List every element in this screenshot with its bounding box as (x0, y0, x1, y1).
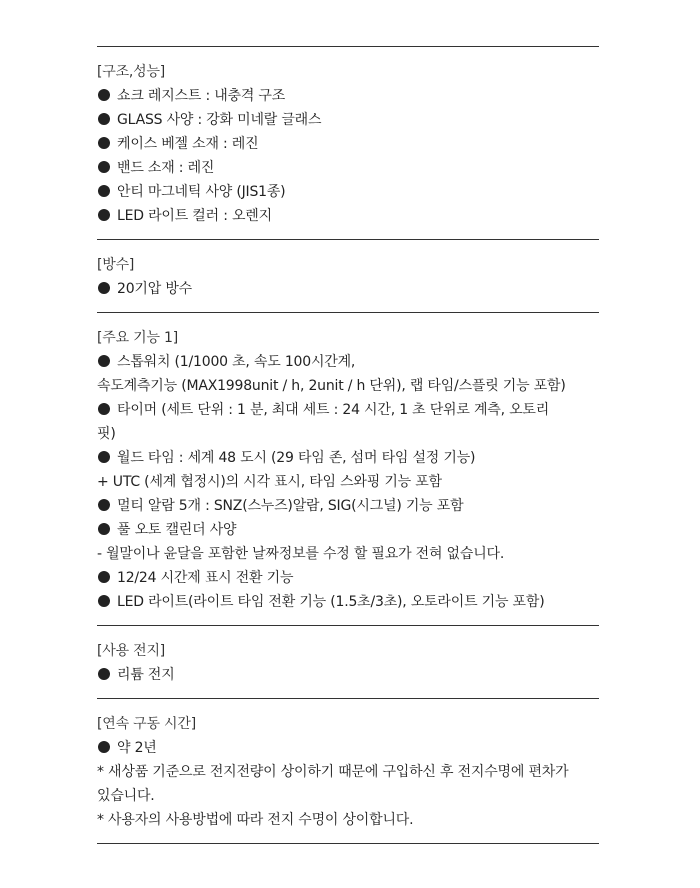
spec-document (97, 46, 599, 844)
bullet-icon (98, 282, 110, 294)
spec-item: LED 라이트(라이트 타임 전환 기능 (1.5초/3초), 오토라이트 기능 포함) (97, 590, 599, 614)
spec-continuation: 핏) (97, 426, 116, 442)
bullet-icon (98, 355, 110, 367)
section-structure-performance (97, 47, 599, 239)
spec-item: 풀 오토 캘린더 사양 (97, 518, 599, 542)
bullet-icon (98, 209, 110, 221)
section-battery (97, 626, 599, 698)
bullet-icon (98, 113, 110, 125)
spec-continuation: - 월말이나 윤달을 포함한 날짜정보를 수정 할 필요가 전혀 없습니다. (97, 546, 505, 562)
bullet-icon (98, 741, 110, 753)
section-header: [주요 기능 1] (97, 330, 179, 346)
bullet-icon (98, 403, 110, 415)
spec-item: 12/24 시간제 표시 전환 기능 (97, 566, 599, 590)
section-header: [연속 구동 시간] (97, 716, 196, 732)
section-water-resistance (97, 240, 599, 312)
bullet-icon (98, 595, 110, 607)
spec-continuation: + UTC (세계 협정시)의 시각 표시, 타임 스와핑 기능 포함 (97, 474, 442, 490)
spec-item: 스톱워치 (1/1000 초, 속도 100시간계, (97, 350, 599, 374)
spec-item: 케이스 베젤 소재 : 레진 (97, 132, 599, 156)
section-divider (97, 843, 599, 844)
bullet-icon (98, 89, 110, 101)
spec-item: 쇼크 레지스트 : 내충격 구조 (97, 84, 599, 108)
spec-item: 리튬 전지 (97, 663, 599, 687)
spec-item: 밴드 소재 : 레진 (97, 156, 599, 180)
spec-note: * 새상품 기준으로 전지전량이 상이하기 때문에 구입하신 후 전지수명에 편차가 (97, 764, 569, 780)
spec-item: LED 라이트 컬러 : 오렌지 (97, 204, 599, 228)
spec-note: 있습니다. (97, 788, 155, 804)
section-header: [사용 전지] (97, 643, 166, 659)
section-operating-time (97, 699, 599, 843)
section-header: [방수] (97, 257, 135, 273)
spec-item: 멀티 알람 5개 : SNZ(스누즈)알람, SIG(시그널) 기능 포함 (97, 494, 599, 518)
bullet-icon (98, 161, 110, 173)
bullet-icon (98, 185, 110, 197)
spec-continuation: 속도계측기능 (MAX1998unit / h, 2unit / h 단위), 랩 타임/스플릿 기능 포함) (97, 378, 566, 394)
spec-item: GLASS 사양 : 강화 미네랄 글래스 (97, 108, 599, 132)
spec-item: 20기압 방수 (97, 277, 599, 301)
bullet-icon (98, 571, 110, 583)
spec-item: 안티 마그네틱 사양 (JIS1종) (97, 180, 599, 204)
bullet-icon (98, 137, 110, 149)
section-main-features (97, 313, 599, 625)
spec-item: 타이머 (세트 단위 : 1 분, 최대 세트 : 24 시간, 1 초 단위로 계측, 오토리 (97, 398, 599, 422)
section-header: [구조,성능] (97, 64, 166, 80)
bullet-icon (98, 668, 110, 680)
spec-note: * 사용자의 사용방법에 따라 전지 수명이 상이합니다. (97, 812, 414, 828)
spec-item: 월드 타임 : 세계 48 도시 (29 타임 존, 섬머 타임 설정 기능) (97, 446, 599, 470)
bullet-icon (98, 451, 110, 463)
spec-item: 약 2년 (97, 736, 599, 760)
bullet-icon (98, 523, 110, 535)
bullet-icon (98, 499, 110, 511)
